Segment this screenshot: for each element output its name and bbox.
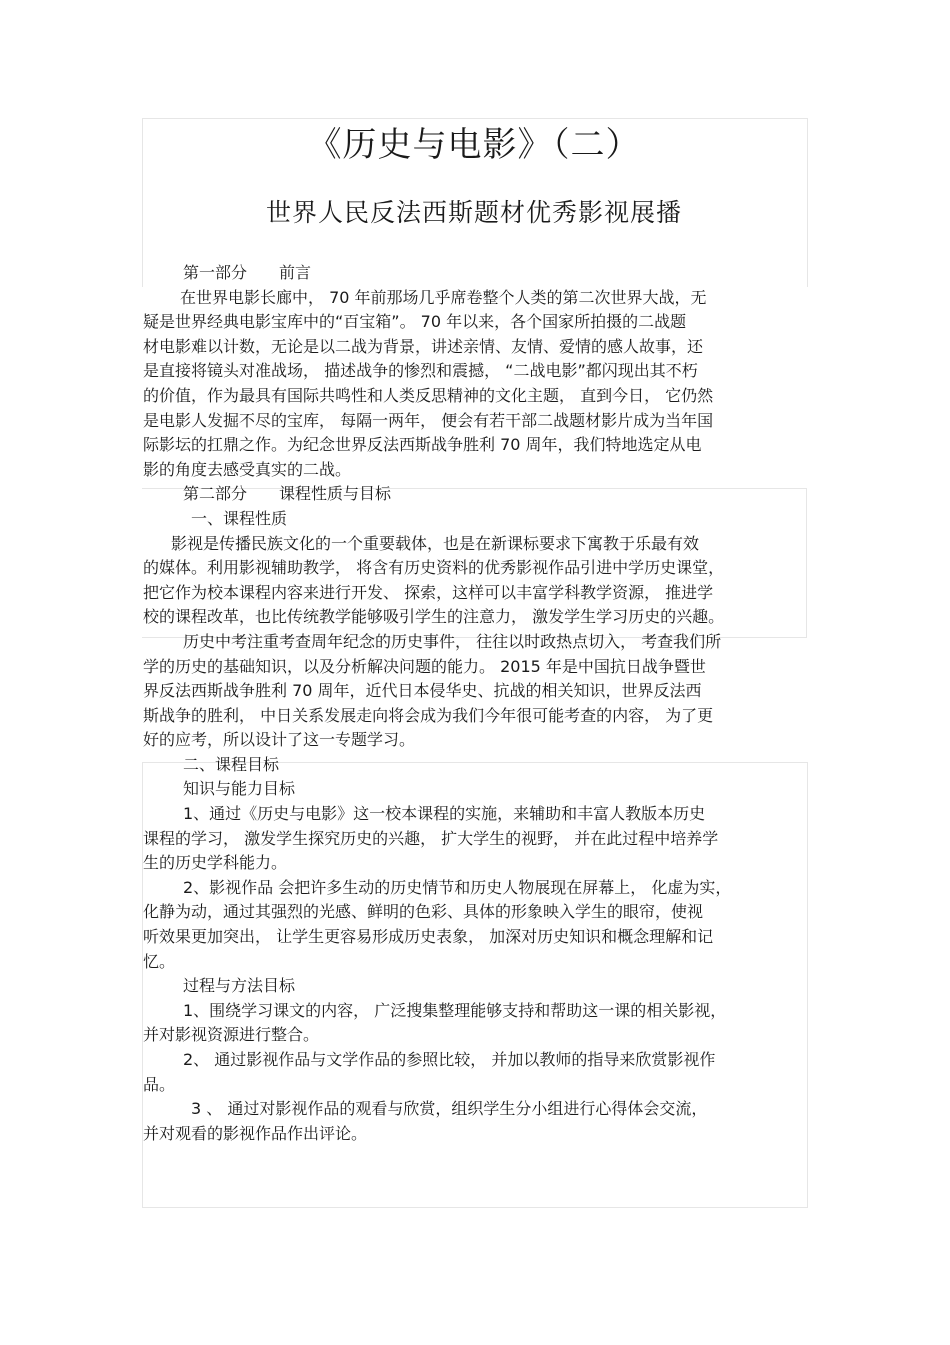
knowledge-item-1 [143, 802, 807, 876]
text-line: 好的应考，所以设计了这一专题学习。 [143, 730, 416, 750]
process-item-2 [143, 1048, 807, 1097]
knowledge-item-2 [143, 876, 807, 974]
text-line: 化静为动，通过其强烈的光感、鲜明的色彩、具体的形象映入学生的眼帘，使视 [143, 902, 704, 922]
text-line: 在世界电影长廊中， 70 年前那场几乎席卷整个人类的第二次世界大战，无 [180, 287, 707, 307]
exam-paragraph [143, 630, 807, 753]
process-item-1 [143, 999, 807, 1048]
text-line: 并对影视资源进行整合。 [143, 1025, 320, 1045]
text-line: 影的角度去感受真实的二战。 [143, 459, 352, 479]
text-line: 把它作为校本课程内容来进行开发、 探索，这样可以丰富学科教学资源， 推进学 [143, 582, 714, 602]
nature-heading: 一、课程性质 [191, 508, 288, 528]
text-line: 2、 通过影视作品与文学作品的参照比较， 并加以教师的指导来欣赏影视作 [183, 1050, 716, 1069]
document-subtitle: 世界人民反法西斯题材优秀影视展播 [265, 198, 682, 227]
text-line: 听效果更加突出， 让学生更容易形成历史表象， 加深对历史知识和概念理解和记 [143, 927, 714, 947]
part2-label: 第二部分 [183, 484, 248, 504]
document-title: 《历史与电影》（二） [307, 125, 641, 165]
part2-heading [143, 482, 807, 507]
text-line: 忆。 [143, 951, 176, 971]
preface-paragraph [143, 286, 807, 483]
nature-paragraph [143, 532, 807, 630]
goals-heading: 二、课程目标 [183, 754, 280, 774]
text-line: 学的历史的基础知识，以及分析解决问题的能力。 2015 年是中国抗日战争暨世 [143, 656, 706, 676]
knowledge-heading: 知识与能力目标 [183, 779, 296, 799]
text-line: 1、通过《历史与电影》这一校本课程的实施，来辅助和丰富人教版本历史 [183, 804, 706, 824]
part1-name: 前言 [279, 263, 312, 282]
part1-label: 第一部分 [183, 263, 248, 282]
text-line: 影视是传播民族文化的一个重要载体，也是在新课标要求下寓教于乐最有效 [171, 533, 700, 553]
process-heading: 过程与方法目标 [183, 976, 296, 996]
text-line: 生的历史学科能力。 [143, 853, 288, 873]
text-line: 界反法西斯战争胜利 70 周年，近代日本侵华史、抗战的相关知识，世界反法西 [143, 681, 702, 701]
text-line: 1、围绕学习课文的内容， 广泛搜集整理能够支持和帮助这一课的相关影视， [183, 1000, 727, 1020]
text-line: 斯战争的胜利， 中日关系发展走向将会成为我们今年很可能考查的内容， 为了更 [143, 705, 714, 725]
text-line: 材电影难以计数，无论是以二战为背景，讲述亲情、友情、爱情的感人故事，还 [143, 336, 704, 356]
process-item-3 [143, 1097, 807, 1146]
text-line: 品。 [143, 1074, 176, 1094]
part2-name: 课程性质与目标 [279, 484, 392, 504]
text-line: 际影坛的扛鼎之作。为纪念世界反法西斯战争胜利 70 周年，我们特地选定从电 [143, 435, 702, 455]
text-line: 是电影人发掘不尽的宝库， 每隔一两年， 便会有若干部二战题材影片成为当年国 [143, 410, 714, 430]
text-line: 2、影视作品 会把许多生动的历史情节和历史人物展现在屏幕上， 化虚为实， [183, 877, 732, 897]
text-line: 历史中考注重考查周年纪念的历史事件， 往往以时政热点切入， 考查我们所 [183, 631, 722, 651]
text-line: 并对观看的影视作品作出评论。 [143, 1123, 368, 1143]
text-line: 的价值，作为最具有国际共鸣性和人类反思精神的文化主题， 直到今日， 它仍然 [143, 385, 714, 405]
text-line: 是直接将镜头对准战场， 描述战争的惨烈和震撼， “二战电影”都闪现出其不朽 [143, 361, 698, 381]
text-line: 课程的学习， 激发学生探究历史的兴趣， 扩大学生的视野， 并在此过程中培养学 [143, 828, 719, 848]
text-line: 校的课程改革，也比传统教学能够吸引学生的注意力， 激发学生学习历史的兴趣。 [143, 607, 725, 627]
text-line: 疑是世界经典电影宝库中的“百宝箱”。 70 年以来，各个国家所拍摄的二战题 [143, 312, 687, 332]
text-line: 3 、 通过对影视作品的观看与欣赏，组织学生分小组进行心得体会交流， [191, 1099, 708, 1119]
part1-heading [143, 261, 807, 286]
text-line: 的媒体。利用影视辅助教学， 将含有历史资料的优秀影视作品引进中学历史课堂， [143, 558, 725, 578]
document-body [143, 261, 807, 1146]
